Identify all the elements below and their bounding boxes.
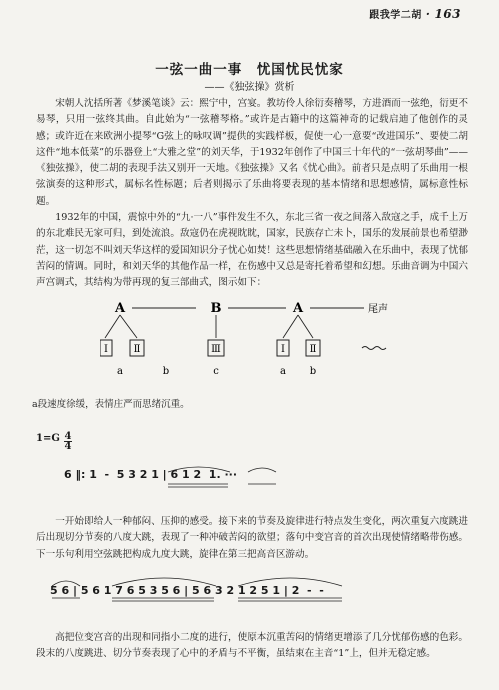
diagram-section-a2: a — [280, 366, 286, 377]
diagram-box-2: Ⅱ — [133, 344, 141, 355]
diagram-section-a1: a — [117, 366, 123, 377]
article-title: 一弦一曲一事 忧国忧民忧家 — [155, 62, 344, 78]
series-title: 跟我学二胡 — [369, 10, 422, 21]
diagram-label-a1: A — [114, 301, 126, 316]
section-a-caption: a段速度徐缓，表情庄严而思绪沉重。 — [32, 399, 190, 410]
notation-2-marks — [46, 572, 466, 608]
form-diagram — [100, 300, 430, 380]
article-subtitle: ——《独弦操》赏析 — [204, 82, 295, 93]
diagram-label-b: B — [210, 301, 222, 316]
key-signature: 1=G — [36, 433, 60, 444]
diagram-section-c: c — [213, 366, 219, 377]
body-paragraph-3 — [36, 514, 468, 563]
diagram-section-b2: b — [309, 366, 317, 377]
diagram-box-4: Ⅰ — [281, 344, 285, 355]
notation-1-marks — [60, 462, 360, 492]
time-signature — [64, 432, 72, 451]
body-paragraph-4 — [36, 630, 468, 663]
diagram-label-a2: A — [292, 301, 304, 316]
paragraph-2: 1932年的中国，震惊中外的“九·一八”事件发生不久，东北三省一夜之间落入敌寇之手，成千上万的东北难民无家可归，到处流浪。敌寇仍在虎视眈眈，国家，民族存亡未卜，国乐的发展前景也希望渺茫，这一切怎不叫刘天华这样的爱国知识分子忧心如焚！这些思想情绪基础融入在乐曲中，表现了忧郁苦闷的情调。同时，和刘天华的其他作品一样，在伤感中又总是寄托着希望和幻想。乐曲音调为中国六声宫调式，其结构为带再现的复三部曲式，图示如下： — [36, 212, 468, 289]
running-header: 跟我学二胡 · 163 — [369, 7, 461, 21]
paragraph-4: 高把位变宫音的出现和同指小二度的进行，使原本沉重苦闷的情绪更增添了几分忧郁伤感的色彩。段末的八度跳进、切分节奏表现了心中的矛盾与不平衡，虽结束在主音“1”上，但并无稳定感。 — [36, 632, 468, 660]
paragraph-1: 宋朝人沈括所著《梦溪笔谈》云：熙宁中，宫宴。教坊伶人徐衍奏稽琴，方进酒而一弦绝，衍更不易琴，只用一弦终其曲。自此始为“一弦稽琴格。”或许是古籍中的这篇神奇的记载启迪了他创作的灵感；或许近在来欧洲小提琴“G弦上的咏叹调”提供的实践样板，促使一心一意要“改进国乐”、要使二胡这件“地本低菜”的乐器登上“大雅之堂”的刘天华，于1932年创作了中国三十年代的“一弦胡琴曲”——《独弦操》，使二胡的表现手法又别开一天地。《独弦操》又名《忧心曲》。前者只是点明了乐曲用一根弦演奏的这种形式，属标名性标题；后者则揭示了乐曲将要表现的基本情绪和思想感情，属标意性标题。 — [36, 98, 468, 207]
notation-staff-2: 5 6 | 5 6 1 7 6 5 3 5 6 | 5 6 3 2 1 2 5 1 | 2 - - — [50, 584, 324, 597]
time-signature-top: 4 — [64, 431, 72, 442]
page-number: 163 — [434, 7, 461, 21]
diagram-box-5: Ⅱ — [309, 344, 317, 355]
notation-staff-1: 6 ‖: 1 - 5 3 2 1 | 6 1 2 1. ··· — [64, 468, 238, 481]
diagram-section-b1: b — [162, 366, 170, 377]
body-paragraphs — [36, 96, 468, 292]
diagram-box-1: Ⅰ — [104, 344, 108, 355]
diagram-label-coda: 尾声 — [368, 304, 388, 315]
diagram-box-3: Ⅲ — [211, 344, 221, 355]
paragraph-3: 一开始即给人一种郁闷、压抑的感受。接下来的节奏及旋律进行特点发生变化，两次重复六度跳进后出现切分节奏的八度大跳，表现了一种冲破苦闷的欲望；落句中变宫音的首次出现使情绪略带伤感。下一乐句利用空弦跳把构成九度大跳，旋律在第三把高音区游动。 — [36, 516, 468, 560]
time-signature-bottom: 4 — [64, 441, 72, 452]
